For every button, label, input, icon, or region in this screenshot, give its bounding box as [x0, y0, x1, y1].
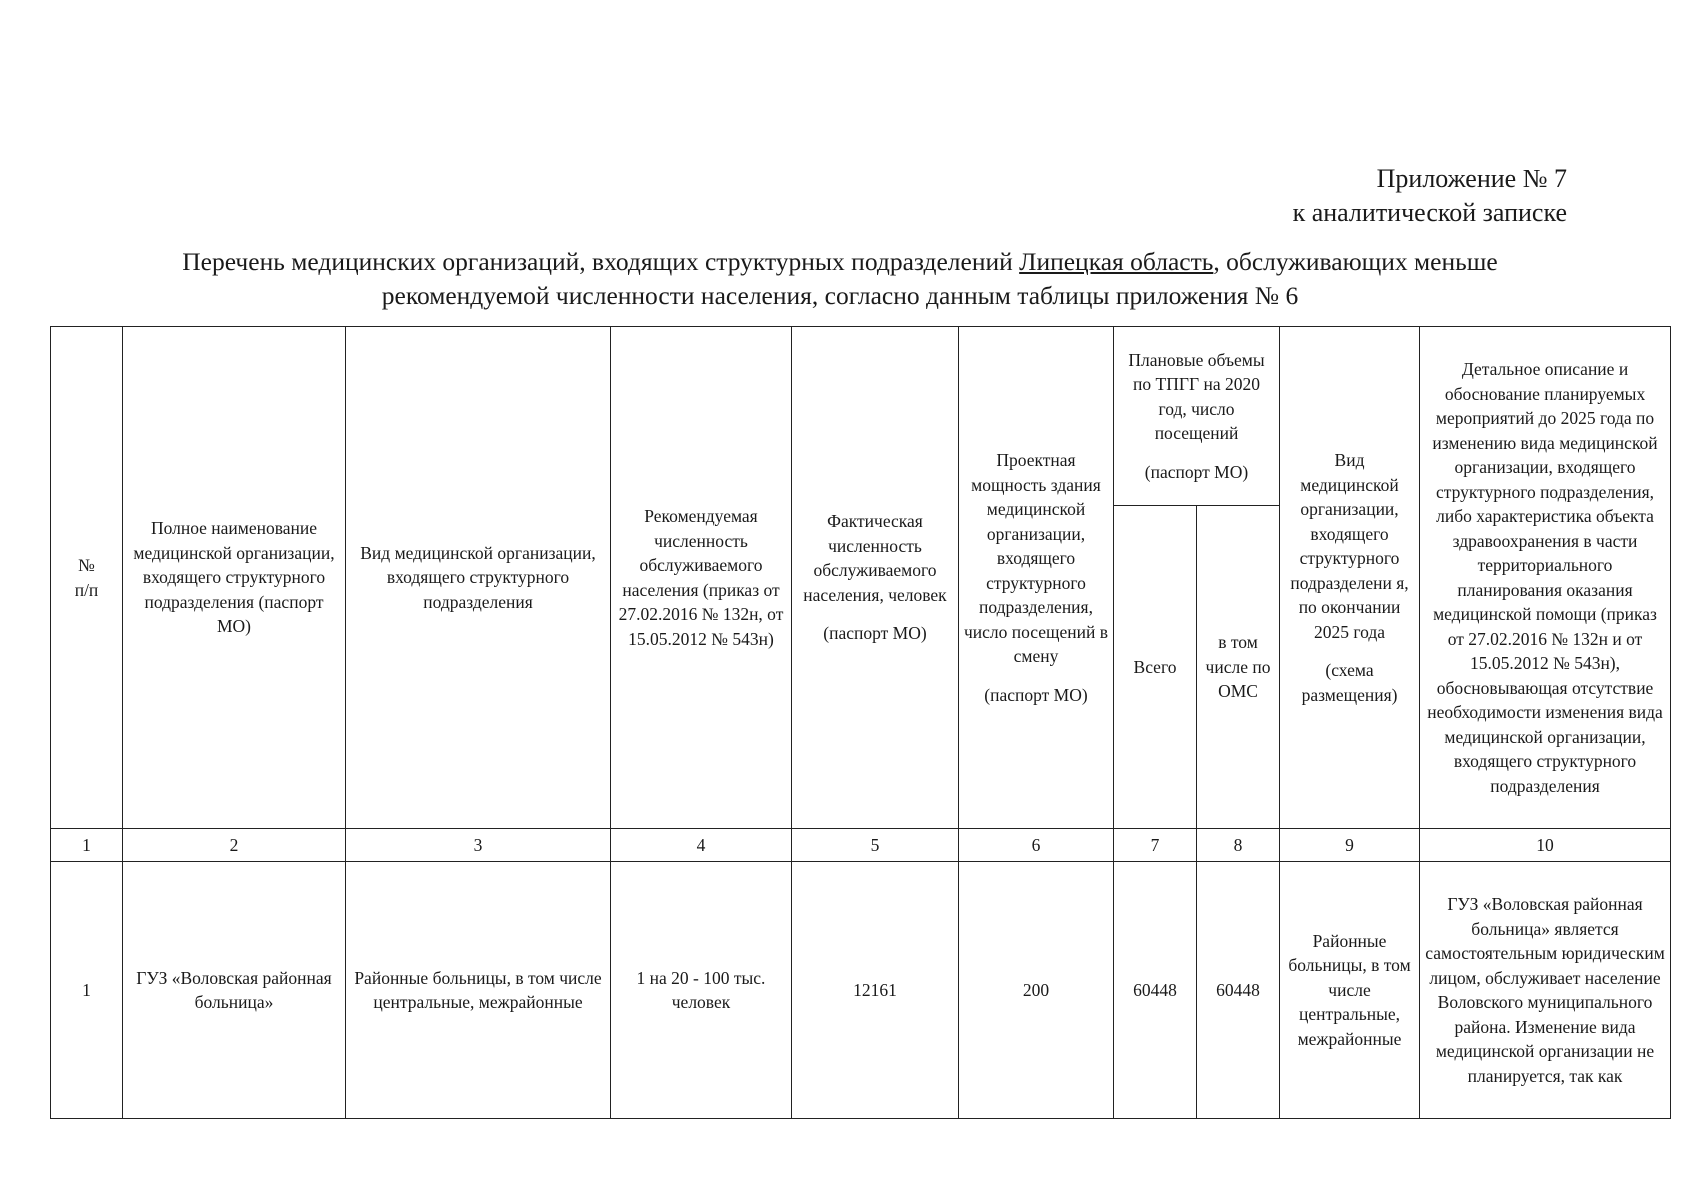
justification-description: ГУЗ «Воловская районная больница» является самостоятельным юридическим лицом, обслуживает население Воловского муниципального района. Изменение вида медицинской организации не планируется, так как	[1420, 862, 1671, 1119]
column-number: 4	[611, 829, 792, 862]
header-col-4: Рекомендуемая численность обслуживаемого населения (приказ от 27.02.2016 № 132н, от 15.05.2012 № 543н)	[611, 327, 792, 829]
column-number: 9	[1280, 829, 1420, 862]
organization-type-2025: Районные больницы, в том числе центральные, межрайонные	[1280, 862, 1420, 1119]
column-numbers-row	[51, 829, 1671, 862]
header-col-1-line-1: №	[78, 555, 95, 575]
column-number: 3	[346, 829, 611, 862]
organizations-table	[50, 326, 1671, 1119]
table-row	[51, 862, 1671, 1119]
header-col-5-note: (паспорт МО)	[823, 623, 927, 644]
planned-visits-total: 60448	[1114, 862, 1197, 1119]
header-col-7: Всего	[1114, 506, 1197, 829]
header-row-1	[51, 327, 1671, 506]
column-number: 5	[792, 829, 959, 862]
header-col-6-main: Проектная мощность здания медицинской организации, входящего структурного подразделения, число посещений в смену	[963, 450, 1109, 666]
row-number: 1	[51, 862, 123, 1119]
header-col-6-note: (паспорт МО)	[984, 684, 1088, 705]
header-col-5	[792, 327, 959, 829]
header-col-7-8-note: (паспорт МО)	[1144, 461, 1249, 482]
header-col-6	[959, 327, 1114, 829]
column-number: 8	[1197, 829, 1280, 862]
design-capacity: 200	[959, 862, 1114, 1119]
column-number: 7	[1114, 829, 1197, 862]
appendix-number: Приложение № 7	[1376, 164, 1567, 193]
column-number: 2	[123, 829, 346, 862]
header-col-8: в том числе по ОМС	[1197, 506, 1280, 829]
header-col-7-8	[1114, 327, 1280, 506]
title-part-1: Перечень медицинских организаций, входящих структурных подразделений	[182, 247, 1020, 276]
appendix-header	[1293, 162, 1567, 230]
title-line-2: рекомендуемой численности населения, согласно данным таблицы приложения № 6	[381, 281, 1299, 310]
appendix-reference: к аналитической записке	[1292, 198, 1567, 227]
header-col-9	[1280, 327, 1420, 829]
column-number: 1	[51, 829, 123, 862]
document-title	[120, 245, 1560, 313]
header-col-2: Полное наименование медицинской организации, входящего структурного подразделения (паспорт МО)	[123, 327, 346, 829]
header-col-10: Детальное описание и обоснование планируемых мероприятий до 2025 года по изменению вида медицинской организации, входящего структурного подразделения, либо характеристика объекта здравоохранения в части территориального планирования оказания медицинской помощи (приказ от 27.02.2016 № 132н и от 15.05.2012 № 543н), обосновывающая отсутствие необходимости изменения вида медицинской организации, входящего структурного подразделения	[1420, 327, 1671, 829]
organization-type: Районные больницы, в том числе центральные, межрайонные	[346, 862, 611, 1119]
header-col-9-note: (схема размещения)	[1301, 660, 1398, 705]
header-col-3: Вид медицинской организации, входящего структурного подразделения	[346, 327, 611, 829]
organization-name: ГУЗ «Воловская районная больница»	[123, 862, 346, 1119]
column-number: 10	[1420, 829, 1671, 862]
header-col-1	[51, 327, 123, 829]
header-col-5-main: Фактическая численность обслуживаемого населения, человек	[803, 511, 947, 605]
header-col-1-line-2: п/п	[74, 579, 99, 600]
header-col-9-main: Вид медицинской организации, входящего структурного подразделени я, по окончании 2025 года	[1290, 450, 1409, 642]
recommended-population: 1 на 20 - 100 тыс. человек	[611, 862, 792, 1119]
title-part-2: , обслуживающих меньше	[1213, 247, 1498, 276]
actual-population: 12161	[792, 862, 959, 1119]
planned-visits-oms: 60448	[1197, 862, 1280, 1119]
column-number: 6	[959, 829, 1114, 862]
title-region: Липецкая область	[1019, 247, 1214, 276]
title-line-1	[120, 245, 1560, 279]
header-col-7-8-main: Плановые объемы по ТПГГ на 2020 год, число посещений	[1128, 349, 1265, 444]
